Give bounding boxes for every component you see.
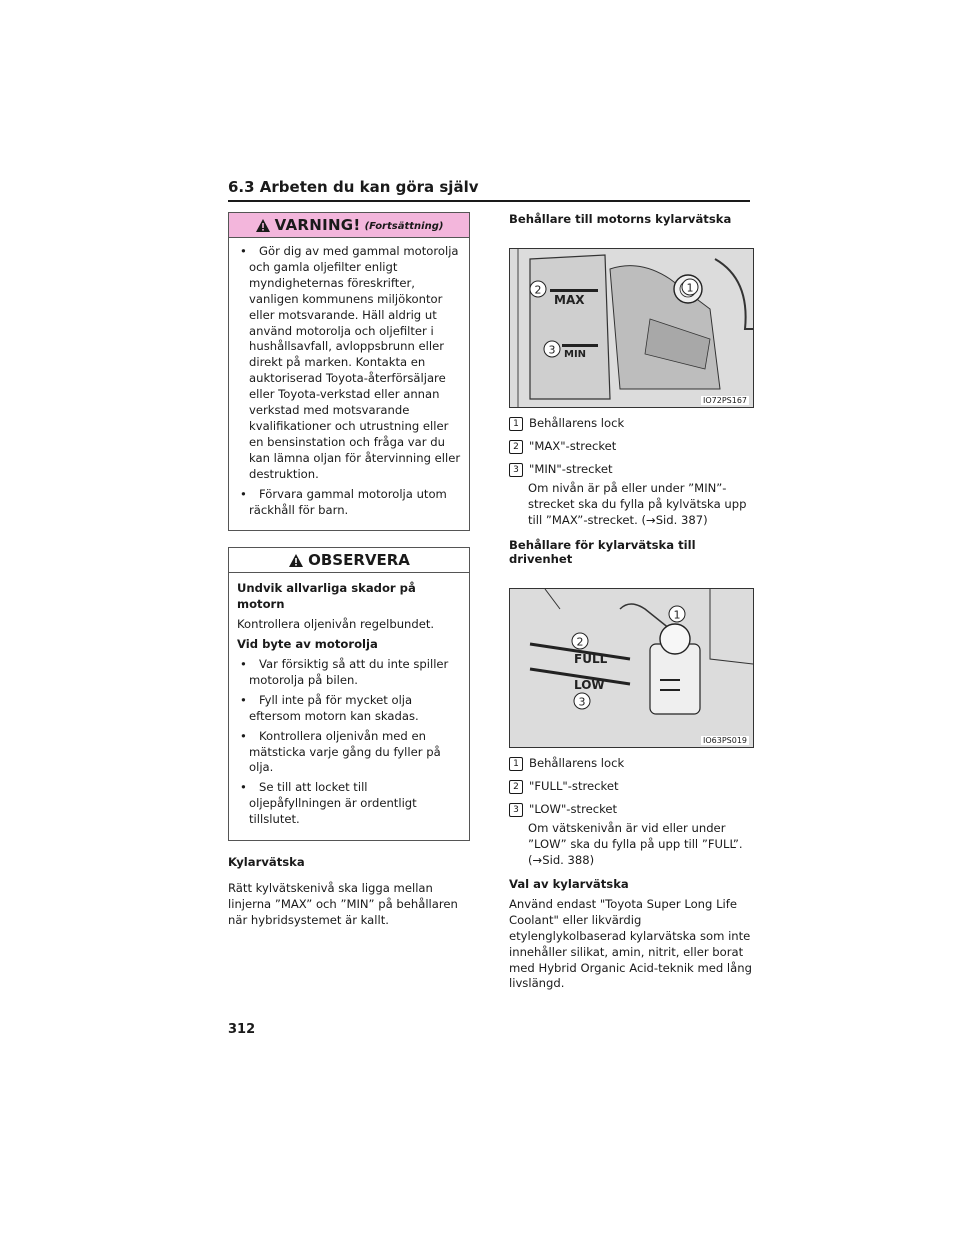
warning-bullet-text: Gör dig av med gammal motorolja och gamla oljefilter enligt myndigheternas föreskrifter, vanligen kommunens miljökontor eller motsvarande. Häll aldrig ut använd motorolja och oljefilter i hushållsavfall, avloppsbrunn eller direkt på marken. Kontakta en auktoriserad Toyota-återförsäljare eller Toyota-verkstad eller annan verkstad med motsvarande kvalifikationer och utrustning eller en bensinstation och fråga var du kan lämna oljan för återvinning eller destruktion. — [249, 244, 461, 481]
right-column — [509, 212, 752, 992]
notice-title: OBSERVERA — [308, 551, 410, 570]
notice-text: Kontrollera oljenivån regelbundet. — [237, 617, 435, 632]
coolant-heading: Kylarvätska — [228, 855, 305, 870]
drive-reservoir-legend — [509, 756, 752, 868]
bullet-dot: • — [240, 728, 247, 743]
warning-title: VARNING! — [274, 216, 361, 234]
legend-number: 2 — [509, 440, 523, 454]
legend-item — [509, 439, 752, 455]
legend-number: 1 — [509, 757, 523, 771]
bullet-dot: • — [240, 486, 247, 501]
notice-bullet-text: Se till att locket till oljepåfyllningen är ordentligt tillslutet. — [249, 780, 417, 827]
legend-item — [509, 416, 752, 432]
legend-label: "FULL"-strecket — [529, 779, 619, 794]
warning-subtitle: (Fortsättning) — [364, 221, 444, 232]
warning-header — [229, 213, 469, 238]
bullet-dot: • — [240, 657, 247, 672]
callout-1: 1 — [673, 608, 681, 622]
warning-body — [229, 238, 469, 530]
figure-code: IO72PS167 — [702, 396, 747, 405]
callout-3: 3 — [578, 695, 586, 709]
notice-box — [228, 547, 470, 841]
legend-label: Behållarens lock — [529, 416, 625, 430]
section-header — [228, 178, 750, 202]
warning-bullet-text: Förvara gammal motorolja utom räckhåll för barn. — [249, 486, 447, 517]
notice-bullet-text: Var försiktig så att du inte spiller motorolja på bilen. — [249, 657, 449, 687]
selection-text: Använd endast "Toyota Super Long Life Coolant" eller likvärdig etylenglykolbaserad kylarvätska som inte innehåller silikat, amin, nitrit, eller borat med Hybrid Organic Acid-teknik med lång livslängd. — [509, 896, 752, 991]
legend-label: "LOW"-strecket — [529, 802, 618, 817]
low-mark-label: LOW — [574, 678, 605, 693]
warning-box — [228, 212, 470, 531]
section-title: 6.3 Arbeten du kan göra själv — [228, 178, 479, 196]
legend-number: 2 — [509, 780, 523, 794]
full-mark-label: FULL — [574, 652, 608, 667]
callout-2: 2 — [534, 283, 542, 297]
figure-code: IO63PS019 — [702, 736, 747, 746]
notice-subheading: Vid byte av motorolja — [237, 637, 378, 652]
bullet-dot: • — [240, 692, 247, 707]
callout-3: 3 — [548, 343, 556, 357]
drive-reservoir-illustration — [510, 589, 753, 747]
notice-heading: Undvik allvarliga skador på motorn — [237, 581, 416, 612]
bullet-dot: • — [240, 780, 247, 795]
legend-label: Behållarens lock — [529, 756, 625, 771]
drive-reservoir-figure — [509, 588, 754, 748]
notice-bullet-text: Fyll inte på för mycket olja eftersom motorn kan skadas. — [249, 692, 419, 723]
max-mark-label: MAX — [554, 293, 585, 307]
legend-item — [509, 779, 752, 795]
legend-detail: Om nivån är på eller under ”MIN”-strecket ska du fylla på kylvätska upp till ”MAX”-strecket. (→Sid. 387) — [528, 480, 747, 527]
page-number: 312 — [228, 1022, 256, 1037]
warning-bullet — [237, 244, 461, 483]
notice-bullet-text: Kontrollera oljenivån med en mätsticka varje gång du fyller på olja. — [249, 728, 441, 775]
engine-reservoir-figure — [509, 248, 754, 408]
legend-item — [509, 756, 752, 772]
min-mark-label: MIN — [564, 349, 587, 360]
engine-reservoir-illustration — [510, 249, 753, 407]
notice-bullet — [237, 657, 461, 689]
notice-bullet — [237, 780, 461, 828]
legend-item — [509, 462, 752, 478]
caution-icon — [288, 553, 304, 568]
warning-icon — [255, 218, 271, 233]
legend-number: 3 — [509, 803, 523, 817]
callout-2: 2 — [576, 635, 584, 649]
legend-detail: Om vätskenivån är vid eller under ”LOW” ska du fylla på upp till ”FULL”. (→Sid. 388) — [528, 821, 743, 867]
bullet-dot: • — [240, 244, 247, 258]
selection-heading: Val av kylarvätska — [509, 876, 629, 891]
callout-1: 1 — [686, 281, 694, 295]
notice-header — [229, 548, 469, 573]
notice-body — [229, 573, 469, 840]
coolant-text: Rätt kylvätskenivå ska ligga mellan linjerna ”MAX” och ”MIN” på behållaren när hybridsystemet är kallt. — [228, 881, 458, 927]
legend-number: 1 — [509, 417, 523, 431]
notice-bullet — [237, 693, 461, 725]
legend-label: "MIN"-strecket — [529, 461, 613, 476]
legend-number: 3 — [509, 463, 523, 477]
engine-reservoir-heading: Behållare till motorns kylarvätska — [509, 212, 732, 226]
drive-reservoir-heading: Behållare för kylarvätska till drivenhet — [509, 538, 696, 567]
notice-bullet — [237, 729, 461, 777]
left-column — [228, 212, 469, 929]
warning-bullet — [237, 487, 461, 519]
legend-item — [509, 802, 752, 818]
engine-reservoir-legend — [509, 416, 752, 528]
legend-label: "MAX"-strecket — [529, 438, 617, 453]
